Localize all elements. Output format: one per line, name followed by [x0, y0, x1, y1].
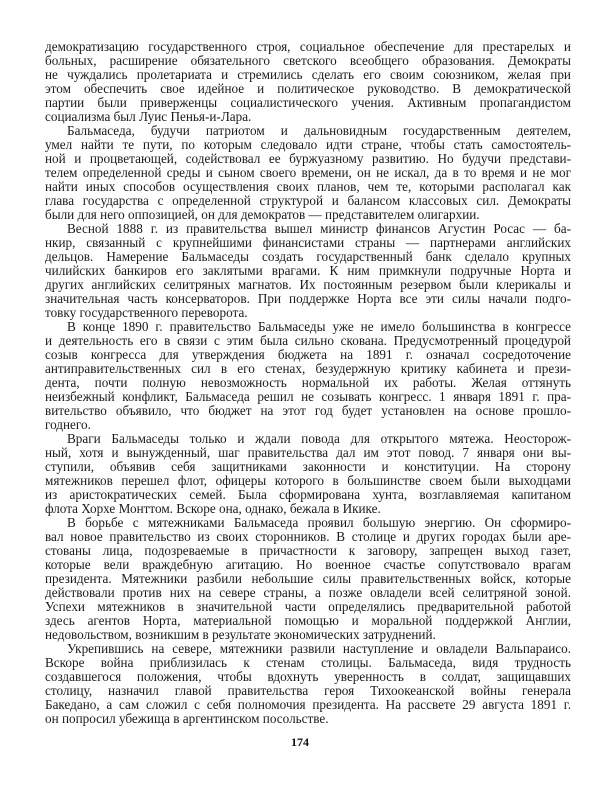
text-line: В конце 1890 г. правительство Бальмаседы уже не имело большинства в конгрессе [67, 320, 571, 334]
text-line: стованы лица, подозреваемые в причастности к заговору, запрещен выход газет, [45, 544, 571, 558]
text-line: чилийских банкиров его заклятыми врагами. К ним примкнули подручные Норта и [45, 264, 571, 278]
text-line: Враги Бальмаседы только и ждали повода для открытого мятежа. Неосторож- [67, 432, 571, 446]
text-line: нкир, связанный с крупнейшими финансистами страны — партнерами английских [45, 236, 571, 250]
paragraph [45, 516, 571, 642]
text-line: Вскоре война приблизилась к стенам столицы. Бальмаседа, видя трудность [45, 656, 571, 670]
text-line: флота Хорхе Монттом. Вскоре она, однако, бежала в Икике. [45, 502, 381, 516]
text-line: товку государственного переворота. [45, 306, 248, 320]
text-line: годнего. [45, 418, 91, 432]
paragraph [45, 320, 571, 432]
text-line: социализма был Луис Пенья-и-Лара. [45, 110, 252, 124]
text-line: умел найти те пути, по которым следовало идти стране, чтобы стать самостоятель- [45, 138, 571, 152]
text-line: этом обеспечить свое идейное и политическое руководство. В демократической [45, 82, 571, 96]
text-line: созыв конгресса для утверждения бюджета на 1891 г. означал сосредоточение [45, 348, 571, 362]
text-line: партии были приверженцы социалистического учения. Активным пропагандистом [45, 96, 571, 110]
text-line: глава государства с определенной структурой и балансом классовых сил. Демократы [45, 194, 571, 208]
text-line: демократизацию государственного строя, социальное обеспечение для престарелых и [45, 40, 571, 54]
text-line: президента. Мятежники разбили небольшие силы правительственных войск, которые [45, 572, 571, 586]
text-line: мятежников перешел флот, офицеры которого в большинстве своем были выходцами [45, 474, 571, 488]
text-line: Успехи мятежников в значительной части определялись предварительной работой [45, 600, 571, 614]
text-line: недовольством, возникшим в результате экономических затруднений. [45, 628, 436, 642]
text-line: вительство объявило, что бюджет на этот год будет установлен на основе прошло- [45, 404, 571, 418]
text-line: он попросил убежища в аргентинском посольстве. [45, 712, 329, 726]
text-line: найти иных способов осуществления своих планов, чем те, которыми располагал как [45, 180, 571, 194]
text-line: Укрепившись на севере, мятежники развили наступление и овладели Вальпараисо. [67, 642, 571, 656]
text-line: из аристократических семей. Была сформирована хунта, возглавляемая капитаном [45, 488, 571, 502]
text-line: больных, расширение обязательного светского всеобщего образования. Демократы [45, 54, 571, 68]
text-line: Бакедано, а сам сложил с себя полномочия президента. На рассвете 29 августа 1891 г. [45, 698, 571, 712]
text-line: вал новое правительство из своих сторонников. В столице и других городах были аре- [45, 530, 571, 544]
paragraph [45, 124, 571, 222]
paragraph [45, 222, 571, 320]
text-line: не чуждались пролетариата и стремились сделать его своим союзником, желая при [45, 68, 571, 82]
text-line: действовали против них на севере страны, а позже овладели всей селитряной зоной. [45, 586, 571, 600]
text-line: Бальмаседа, будучи патриотом и дальновидным государственным деятелем, [67, 124, 571, 138]
text-line: телем определенной среды и сыном своего времени, он не искал, да в то время и не мог [45, 166, 571, 180]
text-line: Весной 1888 г. из правительства вышел министр финансов Агустин Росас — ба- [67, 222, 571, 236]
text-line: дента, почти полную невозможность нормальной их работы. Желая оттянуть [45, 376, 571, 390]
text-line: значительная часть консерваторов. При поддержке Норта все эти силы начали подго- [45, 292, 571, 306]
text-line: дельцов. Намерение Бальмаседы создать государственный банк сделало крупных [45, 250, 571, 264]
text-line: ный, хотя и вынужденный, шаг правительства дал им этот повод. 7 января они вы- [45, 446, 571, 460]
text-line: создавшегося положения, чтобы вдохнуть уверенность в солдат, защищавших [45, 670, 571, 684]
text-line: столицу, назначил главой правительства героя Тихоокеанской войны генерала [45, 684, 571, 698]
text-line: были для него оппозицией, он для демократов — представителем олигархии. [45, 208, 480, 222]
page-number: 174 [291, 735, 309, 749]
text-line: неизбежный конфликт, Бальмаседа решил не созывать конгресс. 1 января 1891 г. пра- [45, 390, 571, 404]
text-line: ступили, объявив себя защитниками законности и конституции. На сторону [45, 460, 571, 474]
text-line: которые вели враждебную агитацию. Но военное счастье сопутствовало врагам [45, 558, 571, 572]
paragraph [45, 40, 571, 124]
paragraph [45, 432, 571, 516]
text-line: В борьбе с мятежниками Бальмаседа проявил большую энергию. Он сформиро- [67, 516, 571, 530]
text-line: и деятельность его в связи с этим была сильно скована. Предусмотренный процедурой [45, 334, 571, 348]
text-line: других английских селитряных магнатов. Их постоянным резервом были клерикалы и [45, 278, 571, 292]
text-line: здесь агентов Норта, материальной помощью и моральной поддержкой Англии, [45, 614, 571, 628]
page-body [45, 40, 571, 726]
paragraph [45, 642, 571, 726]
text-line: ной и процветающей, содействовал ее буржуазному развитию. Но будучи представи- [45, 152, 571, 166]
text-line: антиправительственных сил в его стенах, безудержную критику кабинета и прези- [45, 362, 571, 376]
